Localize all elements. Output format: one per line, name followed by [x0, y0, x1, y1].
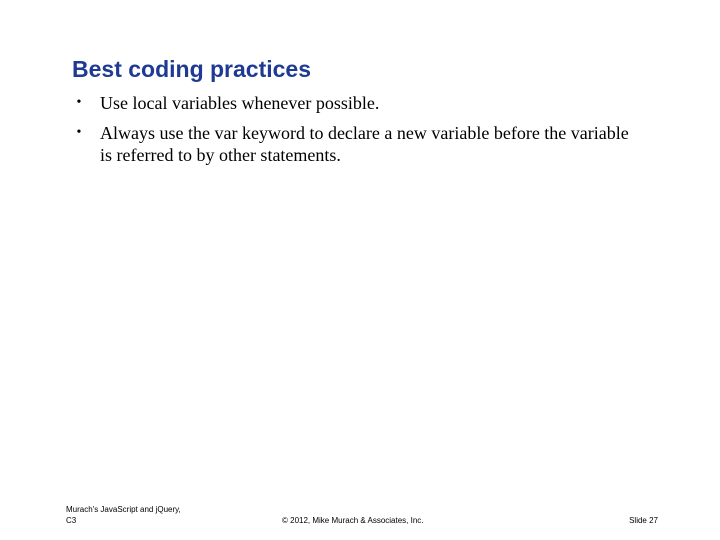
slide-title: Best coding practices: [72, 56, 312, 82]
bullet-text: Use local variables whenever possible.: [100, 93, 380, 113]
footer-book-title-line1: Murach's JavaScript and jQuery,: [66, 505, 181, 514]
footer-book-title: [66, 504, 226, 526]
footer-copyright: © 2012, Mike Murach & Associates, Inc.: [282, 516, 424, 525]
bullet-icon: •: [76, 95, 82, 110]
bullet-item: [72, 92, 632, 114]
footer-slide-number: Slide 27: [629, 516, 658, 525]
bullet-list: [72, 92, 632, 174]
bullet-icon: •: [76, 125, 82, 140]
bullet-item: [72, 122, 632, 166]
bullet-text: Always use the var keyword to declare a new variable before the variable is referred to by other statements.: [100, 123, 629, 165]
footer-book-title-line2: C3: [66, 516, 77, 525]
